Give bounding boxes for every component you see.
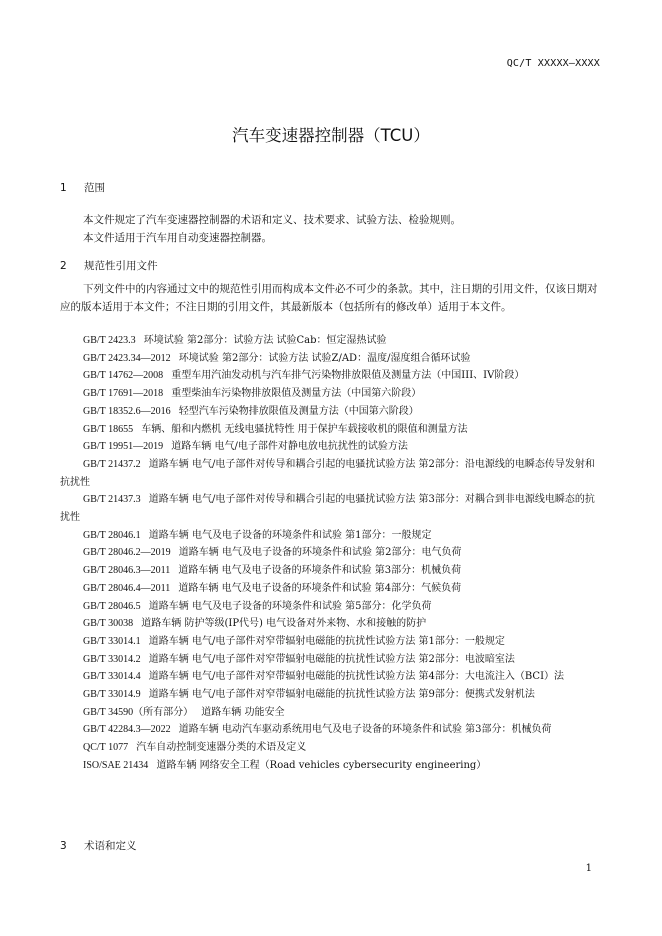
reference-code: GB/T 33014.2 xyxy=(83,653,141,665)
reference-list xyxy=(60,332,602,775)
reference-title: 汽车自动控制变速器分类的术语及定义 xyxy=(136,742,307,754)
reference-item xyxy=(60,544,602,562)
reference-code: GB/T 33014.1 xyxy=(83,635,141,647)
reference-item xyxy=(60,721,602,739)
section-number: 2 xyxy=(60,260,67,272)
reference-code: GB/T 34590（所有部分） xyxy=(83,706,194,718)
reference-code: GB/T 2423.3 xyxy=(83,335,136,346)
reference-code: GB/T 28046.3—2011 xyxy=(83,565,171,577)
reference-item xyxy=(60,704,602,722)
reference-title: 轻型汽车污染物排放限值及测量方法（中国第六阶段） xyxy=(178,405,419,417)
reference-code: GB/T 19951—2019 xyxy=(83,441,164,453)
reference-title: 道路车辆 电气/电子部件对窄带辐射电磁能的抗扰性试验方法 第4部分：大电流注入（BCI）法 xyxy=(148,671,565,683)
reference-item xyxy=(60,350,602,368)
reference-title: 车辆、船和内燃机 无线电骚扰特性 用于保护车载接收机的限值和测量方法 xyxy=(141,423,468,435)
reference-item xyxy=(60,332,602,350)
scope-paragraph: 本文件适用于汽车用自动变速器控制器。 xyxy=(83,232,272,244)
reference-item xyxy=(60,491,602,526)
reference-code: GB/T 21437.3 xyxy=(83,494,141,506)
reference-code: GB/T 28046.1 xyxy=(83,529,141,541)
reference-title: 环境试验 第2部分：试验方法 试验Z/AD：温度/湿度组合循环试验 xyxy=(178,352,471,364)
reference-item xyxy=(60,367,602,385)
reference-item xyxy=(60,403,602,421)
reference-title: 道路车辆 防护等级(IP代号) 电气设备对外来物、水和接触的防护 xyxy=(141,618,427,630)
reference-code: GB/T 18352.6—2016 xyxy=(83,405,171,417)
reference-title: 道路车辆 电气/电子部件对窄带辐射电磁能的抗扰性试验方法 第1部分：一般规定 xyxy=(148,635,505,647)
section-number: 3 xyxy=(60,840,67,852)
section-number: 1 xyxy=(60,182,67,194)
reference-title: 环境试验 第2部分：试验方法 试验Cab：恒定湿热试验 xyxy=(143,335,387,346)
section-heading-terms xyxy=(60,838,137,853)
reference-item xyxy=(60,598,602,616)
reference-title: 道路车辆 电气及电子设备的环境条件和试验 第2部分：电气负荷 xyxy=(178,547,462,559)
reference-code: GB/T 18655 xyxy=(83,423,134,435)
reference-title: 道路车辆 电气/电子部件对传导和耦合引起的电骚扰试验方法 第3部分：对耦合到非电源线电瞬态的抗扰性 xyxy=(60,494,595,524)
reference-code: GB/T 30038 xyxy=(83,618,134,630)
normative-intro-paragraph: 下列文件中的内容通过文中的规范性引用而构成本文件必不可少的条款。其中，注日期的引用文件，仅该日期对应的版本适用于本文件；不注日期的引用文件，其最新版本（包括所有的修改单）适用于本文件。 xyxy=(60,283,598,313)
section-title: 术语和定义 xyxy=(84,840,137,852)
reference-code: GB/T 17691—2018 xyxy=(83,388,164,400)
reference-item xyxy=(60,385,602,403)
reference-item xyxy=(60,562,602,580)
reference-code: GB/T 33014.4 xyxy=(83,671,141,683)
reference-title: 道路车辆 电气/电子部件对静电放电抗扰性的试验方法 xyxy=(171,441,408,453)
reference-item xyxy=(60,438,602,456)
reference-item xyxy=(60,615,602,633)
page-number: 1 xyxy=(585,863,592,874)
reference-item xyxy=(60,580,602,598)
reference-code: GB/T 21437.2 xyxy=(83,458,141,470)
reference-code: QC/T 1077 xyxy=(83,742,129,754)
reference-code: GB/T 28046.2—2019 xyxy=(83,547,171,559)
reference-title: 道路车辆 电气/电子部件对窄带辐射电磁能的抗扰性试验方法 第9部分：便携式发射机法 xyxy=(148,689,535,701)
reference-item xyxy=(60,456,602,491)
reference-code: GB/T 28046.4—2011 xyxy=(83,582,171,594)
section-heading-normative-references xyxy=(60,258,158,273)
reference-title: 道路车辆 功能安全 xyxy=(201,706,285,718)
reference-title: 重型柴油车污染物排放限值及测量方法（中国第六阶段） xyxy=(171,388,422,400)
reference-item xyxy=(60,739,602,757)
section-title: 规范性引用文件 xyxy=(84,260,158,272)
reference-title: 道路车辆 电气/电子部件对窄带辐射电磁能的抗扰性试验方法 第2部分：电波暗室法 xyxy=(148,653,515,665)
reference-title: 道路车辆 电气/电子部件对传导和耦合引起的电骚扰试验方法 第2部分：沿电源线的电瞬态传导发射和抗扰性 xyxy=(60,458,595,488)
reference-title: 道路车辆 电气及电子设备的环境条件和试验 第1部分：一般规定 xyxy=(148,529,432,541)
reference-title: 道路车辆 网络安全工程（Road vehicles cybersecurity engineering） xyxy=(156,759,487,771)
reference-title: 道路车辆 电气及电子设备的环境条件和试验 第5部分：化学负荷 xyxy=(148,600,432,612)
document-code: QC/T XXXXX—XXXX xyxy=(506,58,600,69)
reference-code: GB/T 14762—2008 xyxy=(83,370,164,382)
reference-item xyxy=(60,527,602,545)
reference-item xyxy=(60,668,602,686)
reference-item xyxy=(60,651,602,669)
reference-code: GB/T 42284.3—2022 xyxy=(83,724,171,736)
reference-item xyxy=(60,686,602,704)
reference-title: 重型车用汽油发动机与汽车排气污染物排放限值及测量方法（中国III、IV阶段） xyxy=(171,370,525,382)
document-title: 汽车变速器控制器（TCU） xyxy=(232,126,430,145)
reference-code: GB/T 28046.5 xyxy=(83,600,141,612)
reference-item xyxy=(60,633,602,651)
reference-item xyxy=(60,757,602,775)
section-title: 范围 xyxy=(84,182,105,194)
reference-title: 道路车辆 电动汽车驱动系统用电气及电子设备的环境条件和试验 第3部分：机械负荷 xyxy=(178,724,552,736)
reference-title: 道路车辆 电气及电子设备的环境条件和试验 第4部分：气候负荷 xyxy=(178,582,462,594)
reference-item xyxy=(60,421,602,439)
section-heading-scope xyxy=(60,180,105,195)
scope-paragraph: 本文件规定了汽车变速器控制器的术语和定义、技术要求、试验方法、检验规则。 xyxy=(83,214,461,226)
reference-code: ISO/SAE 21434 xyxy=(83,759,149,771)
reference-code: GB/T 2423.34—2012 xyxy=(83,352,171,364)
reference-code: GB/T 33014.9 xyxy=(83,689,141,701)
reference-title: 道路车辆 电气及电子设备的环境条件和试验 第3部分：机械负荷 xyxy=(178,565,462,577)
